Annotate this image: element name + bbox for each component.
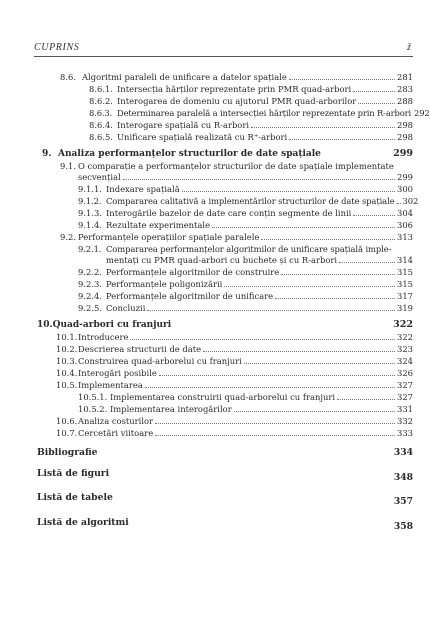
backmatter-page: 334 — [393, 447, 413, 458]
leader-dots — [123, 173, 395, 180]
entry-number: 10.5. — [56, 380, 78, 390]
entry-page: 281 — [397, 72, 413, 82]
leader-dots — [358, 97, 395, 104]
leader-dots — [155, 417, 395, 424]
entry-number: 8.6.5. — [89, 132, 113, 142]
chapter-number: 10. — [37, 320, 53, 330]
chapter-title: Quad-arbori cu franjuri — [52, 320, 172, 330]
entry-number: 9.2.3. — [78, 279, 102, 289]
toc-entry[interactable] — [56, 332, 413, 342]
entry-number: 8.6.4. — [89, 120, 113, 130]
leader-dots — [203, 345, 395, 352]
entry-title: Unificare spațială realizată cu R⁺-arbori — [117, 132, 288, 142]
entry-number: 8.6.1. — [89, 84, 113, 94]
entry-page: 327 — [397, 392, 413, 402]
entry-title: Analiza costurilor — [78, 416, 154, 426]
leader-dots — [234, 405, 395, 412]
entry-title: Introducere — [78, 332, 129, 342]
leader-dots — [353, 85, 395, 92]
entry-title: Implementarea — [78, 380, 143, 390]
toc-entry[interactable] — [56, 380, 413, 390]
entry-page: 331 — [397, 404, 413, 414]
entry-number: 10.3. — [56, 356, 78, 366]
entry-title: Descrierea structurii de date — [78, 344, 202, 354]
entry-number: 9.1.1. — [78, 184, 102, 194]
leader-space — [111, 470, 392, 476]
entry-title: Rezultate experimentale — [106, 220, 211, 230]
entry-page: 304 — [397, 208, 413, 218]
entry-title: Performanțele algoritmilor de unificare — [106, 291, 274, 301]
toc-entry[interactable] — [89, 132, 413, 142]
entry-title: Interogarea de domeniu cu ajutorul PMR quad-arborilor — [117, 96, 357, 106]
leader-dots — [275, 292, 395, 299]
entry-number: 8.6.3. — [89, 108, 113, 118]
entry-number: 10.5.1. — [78, 392, 108, 402]
running-header — [34, 42, 413, 57]
entry-page: 317 — [397, 291, 413, 301]
entry-number: 10.4. — [56, 368, 78, 378]
toc-entry[interactable] — [78, 208, 413, 218]
toc-entry[interactable] — [60, 232, 413, 242]
backmatter-page: 348 — [393, 472, 413, 483]
toc-entry[interactable] — [78, 392, 413, 402]
leader-dots — [337, 393, 395, 400]
backmatter-title: Listă de figuri — [37, 468, 110, 479]
toc-backmatter-entry[interactable] — [37, 517, 413, 532]
entry-number: 9.2.4. — [78, 291, 102, 301]
entry-page: 314 — [397, 255, 413, 265]
entry-title: Construirea quad-arborelui cu franjuri — [78, 356, 242, 366]
entry-title-continued: secvențial — [78, 172, 121, 182]
entry-page: 298 — [397, 120, 413, 130]
backmatter-title: Listă de tabele — [37, 492, 113, 503]
toc-backmatter-entry[interactable] — [37, 448, 413, 458]
entry-page: 306 — [397, 220, 413, 230]
entry-page: 300 — [397, 184, 413, 194]
entry-number: 9.1.2. — [78, 196, 102, 206]
leader-dots — [289, 133, 395, 140]
entry-number: 9.1.4. — [78, 220, 102, 230]
leader-space — [323, 150, 391, 156]
backmatter-title: Bibliografie — [37, 447, 98, 458]
toc-entry[interactable] — [78, 303, 413, 313]
leader-space — [131, 519, 392, 525]
chapter-page: 299 — [393, 148, 413, 159]
entry-title: Algoritmi paraleli de unificare a datelor spațiale — [82, 72, 287, 82]
toc-entry[interactable] — [60, 72, 413, 82]
leader-dots — [289, 73, 395, 80]
leader-dots — [224, 280, 395, 287]
entry-number: 8.6. — [60, 72, 76, 82]
entry-page: 322 — [397, 332, 413, 342]
toc-entry[interactable] — [60, 161, 413, 171]
chapter-number: 9. — [42, 149, 52, 159]
entry-number: 10.6. — [56, 416, 78, 426]
toc-entry[interactable] — [89, 96, 413, 106]
leader-dots — [251, 121, 395, 128]
toc-entry[interactable] — [89, 108, 430, 118]
toc-entry[interactable] — [56, 416, 413, 426]
leader-space — [115, 494, 392, 500]
leader-dots — [339, 256, 395, 263]
toc-entry[interactable] — [78, 291, 413, 301]
toc-entry[interactable] — [78, 196, 419, 206]
entry-page: 332 — [397, 416, 413, 426]
entry-page: 333 — [397, 428, 413, 438]
chapter-page: 322 — [393, 319, 413, 330]
entry-title: Concluzii — [106, 303, 146, 313]
entry-page: 299 — [397, 172, 413, 182]
backmatter-title: Listă de algoritmi — [37, 517, 129, 528]
leader-dots — [353, 209, 395, 216]
entry-number: 9.1.3. — [78, 208, 102, 218]
leader-dots — [212, 221, 395, 228]
toc-entry[interactable] — [89, 84, 413, 94]
entry-number: 10.1. — [56, 332, 78, 342]
entry-page: 298 — [397, 132, 413, 142]
entry-number: 9.2.5. — [78, 303, 102, 313]
entry-number: 10.2. — [56, 344, 78, 354]
leader-space — [100, 449, 392, 455]
header-page-number: ž — [407, 42, 411, 53]
entry-number: 9.2. — [60, 232, 76, 242]
toc-entry-continuation — [78, 172, 413, 182]
leader-space — [173, 321, 391, 327]
entry-page: 292 — [414, 108, 430, 118]
toc-entry[interactable] — [56, 356, 413, 366]
header-title: CUPRINS — [34, 42, 80, 53]
toc-entry[interactable] — [56, 368, 413, 378]
toc-chapter-entry[interactable] — [37, 320, 413, 330]
entry-title: Compararea performanțelor algoritmilor de unificare spațială imple- — [106, 244, 392, 254]
entry-number: 9.2.1. — [78, 244, 102, 254]
entry-title: Compararea calitativă a implementărilor structurilor de date spațiale — [106, 196, 395, 206]
toc-entry[interactable] — [78, 404, 413, 414]
leader-dots — [182, 185, 395, 192]
entry-page: 327 — [397, 380, 413, 390]
entry-page: 324 — [397, 356, 413, 366]
leader-dots — [244, 357, 395, 364]
entry-title: O comparație a performanțelor structurilor de date spațiale implementate — [78, 161, 394, 171]
leader-dots — [147, 304, 395, 311]
leader-dots — [159, 369, 395, 376]
entry-title: Interogări posibile — [78, 368, 157, 378]
toc-entry-continuation — [106, 255, 413, 265]
entry-page: 313 — [397, 232, 413, 242]
entry-page: 302 — [402, 196, 419, 206]
leader-dots — [145, 381, 395, 388]
entry-title: Performanțele operațiilor spațiale paralele — [78, 232, 260, 242]
chapter-title: Analiza performanțelor structurilor de date spațiale — [58, 149, 321, 159]
entry-title: Interogările bazelor de date care conțin segmente de linii — [106, 208, 352, 218]
leader-dots — [130, 333, 395, 340]
entry-title-continued: mentați cu PMR quad-arbori cu buchete și cu R-arbori — [106, 255, 338, 265]
entry-title: Intersecția hărților reprezentate prin PMR quad-arbori — [117, 84, 352, 94]
entry-title: Cercetări viitoare — [78, 428, 154, 438]
leader-dots — [261, 233, 395, 240]
toc-entry[interactable] — [89, 120, 413, 130]
toc-backmatter-entry[interactable] — [37, 468, 413, 483]
leader-dots — [281, 268, 395, 275]
toc-entry[interactable] — [78, 244, 413, 254]
entry-title: Determinarea paralelă a intersecției hărților reprezentate prin R-arbori — [117, 108, 412, 118]
toc-entry[interactable] — [78, 220, 413, 230]
entry-page: 326 — [397, 368, 413, 378]
entry-page: 315 — [397, 267, 413, 277]
entry-page: 315 — [397, 279, 413, 289]
entry-page: 323 — [397, 344, 413, 354]
entry-page: 288 — [397, 96, 413, 106]
entry-page: 283 — [397, 84, 413, 94]
backmatter-page: 358 — [393, 521, 413, 532]
toc-entry[interactable] — [78, 267, 413, 277]
toc-entry[interactable] — [78, 279, 413, 289]
toc-backmatter-entry[interactable] — [37, 492, 413, 507]
toc-chapter-entry[interactable] — [42, 149, 413, 159]
entry-title: Implementarea interogărilor — [110, 404, 232, 414]
entry-number: 9.2.2. — [78, 267, 102, 277]
entry-title: Performanțele poligonizării — [106, 279, 223, 289]
entry-number: 10.5.2. — [78, 404, 108, 414]
entry-number: 10.7. — [56, 428, 78, 438]
entry-number: 8.6.2. — [89, 96, 113, 106]
entry-title: Indexare spațială — [106, 184, 180, 194]
leader-dots — [155, 429, 395, 436]
entry-title: Performanțele algoritmilor de construire — [106, 267, 280, 277]
toc-entry[interactable] — [56, 344, 413, 354]
entry-title: Implementarea construirii quad-arborelui cu franjuri — [110, 392, 336, 402]
entry-page: 319 — [397, 303, 413, 313]
entry-number: 9.1. — [60, 161, 76, 171]
entry-title: Interogare spațială cu R-arbori — [117, 120, 250, 130]
leader-dots — [397, 197, 401, 204]
toc-entry[interactable] — [56, 428, 413, 438]
backmatter-page: 357 — [393, 496, 413, 507]
toc-entry[interactable] — [78, 184, 413, 194]
